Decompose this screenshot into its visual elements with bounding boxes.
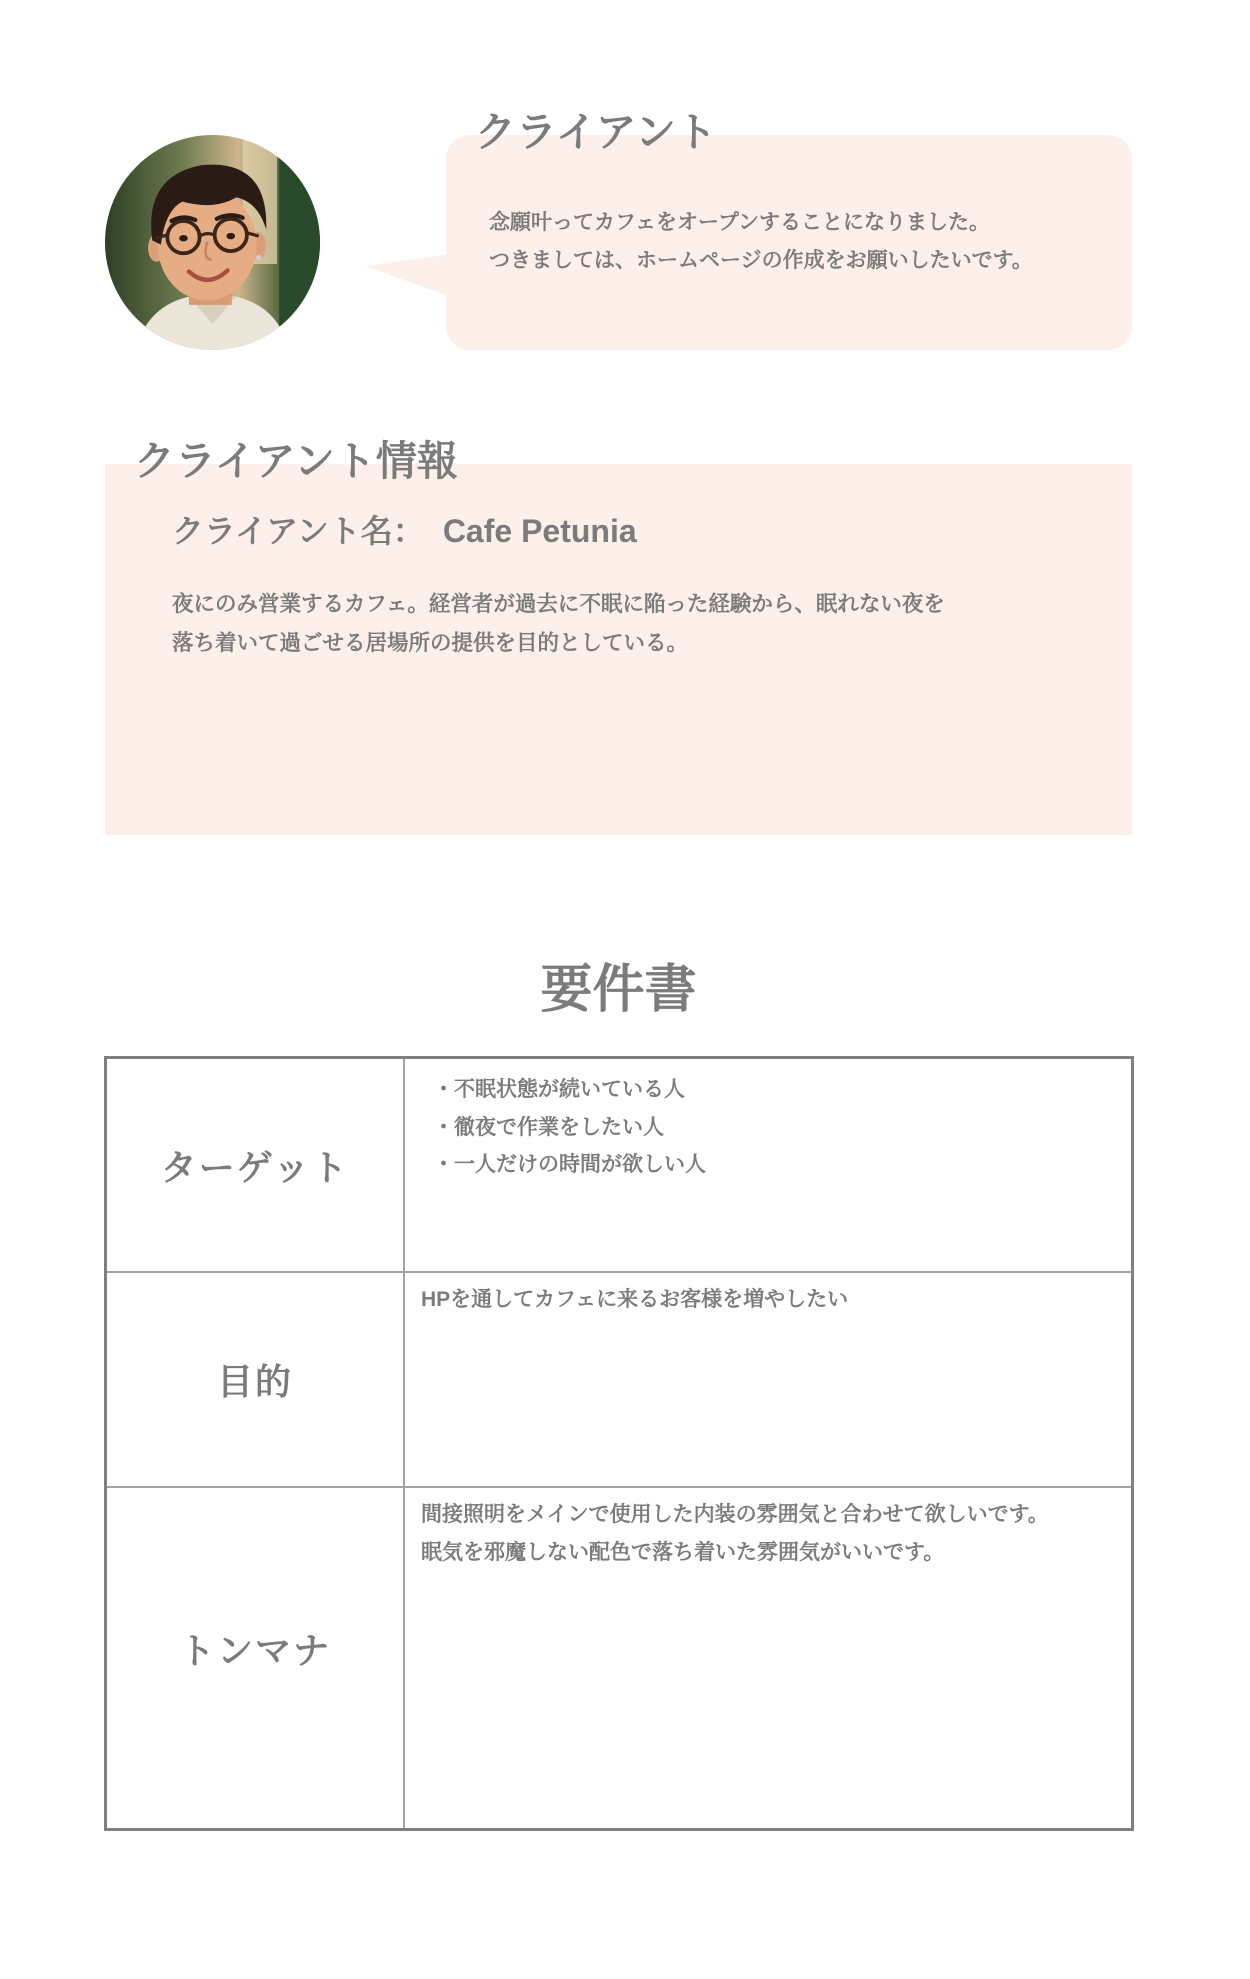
row-content-tone-and-manner — [405, 1488, 1131, 1828]
target-list-item: ・一人だけの時間が欲しい人 — [433, 1153, 706, 1176]
client-heading: クライアント — [475, 109, 717, 155]
speech-bubble-pointer — [360, 250, 460, 304]
client-message — [489, 204, 1033, 279]
row-label-tone-and-manner: トンマナ — [107, 1488, 405, 1828]
client-description-line: 夜にのみ営業するカフェ。経営者が過去に不眠に陥った経験から、眠れない夜を — [172, 592, 945, 616]
requirements-table — [104, 1056, 1134, 1831]
row-content-purpose — [405, 1273, 1131, 1488]
client-description — [172, 585, 945, 662]
client-avatar — [105, 135, 320, 350]
purpose-text: HPを通してカフェに来るお客様を増やしたい — [421, 1288, 849, 1311]
tone-text-line: 眠気を邪魔しない配色で落ち着いた雰囲気がいいです。 — [421, 1540, 945, 1564]
target-list-item: ・不眠状態が続いている人 — [433, 1078, 685, 1101]
row-label-target: ターゲット — [107, 1059, 405, 1273]
row-content-target — [405, 1059, 1131, 1273]
row-label-purpose: 目的 — [107, 1273, 405, 1488]
client-info-heading: クライアント情報 — [134, 438, 458, 484]
client-message-line: つきましては、ホームページの作成をお願いしたいです。 — [489, 248, 1033, 272]
client-message-line: 念願叶ってカフェをオープンすることになりました。 — [489, 211, 991, 234]
target-list-item: ・徹夜で作業をしたい人 — [433, 1115, 664, 1139]
client-name-row — [172, 512, 637, 550]
client-avatar-image — [105, 135, 320, 350]
tone-text-line: 間接照明をメインで使用した内装の雰囲気と合わせて欲しいです。 — [421, 1503, 1049, 1526]
client-name-value: Cafe Petunia — [442, 513, 637, 549]
client-description-line: 落ち着いて過ごせる居場所の提供を目的としている。 — [172, 630, 689, 655]
requirements-title: 要件書 — [540, 961, 697, 1019]
client-name-label: クライアント名： — [172, 513, 425, 549]
